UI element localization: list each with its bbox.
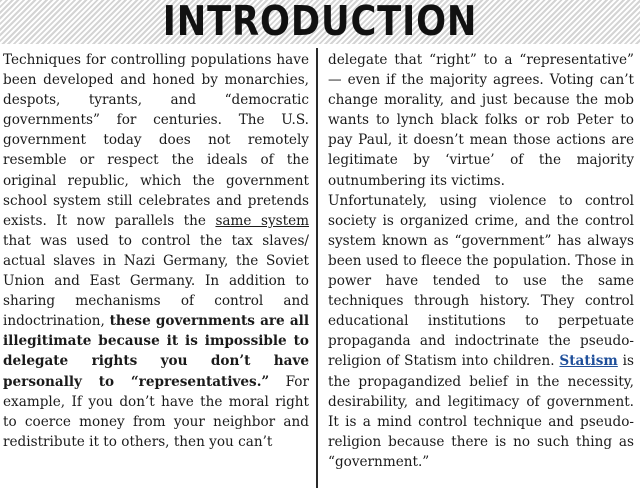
header-banner (0, 0, 640, 44)
column-divider (316, 48, 318, 488)
right-column (328, 50, 634, 472)
paragraph (328, 191, 634, 472)
bold-statement: these governments are all illegitimate because it is impossible to delegate rights you don’t have personally to “representatives.” (3, 313, 309, 390)
same-system-link[interactable]: same system (215, 212, 309, 229)
left-column (3, 50, 309, 452)
paragraph: delegate that “right” to a “representative” — even if the majority agrees. Voting can’t change morality, and just because the mob wants to lynch black folks or rob Peter to pay Paul, it doesn’t mean those actions are legitimate by ‘virtue’ of the majority outnumbering its victims. (328, 52, 634, 189)
paragraph (3, 50, 309, 452)
text-run: For example, If you don’t have the moral right to coerce money from your neighbor and redistribute it to others, then you can’t (3, 373, 309, 450)
page-title: INTRODUCTION (162, 0, 478, 45)
text-run: Techniques for controlling populations have been developed and honed by monarchies, despots, tyrants, and “democratic governments” for centuries. The U.S. government today does not remotely resemble or respect the ideals of the original republic, which the government school system still celebrates and pretends exists. It now parallels the (3, 52, 309, 229)
text-run: is the propagandized belief in the necessity, desirability, and legitimacy of government. It is a mind control technique and pseudo-religion because there is no such thing as “government.” (328, 353, 634, 470)
text-run: that was used to control the tax slaves/ actual slaves in Nazi Germany, the Soviet Union and East Germany. In addition to sharing mechanisms of control and indoctrination, (3, 232, 309, 330)
statism-link[interactable]: Statism (559, 353, 618, 370)
text-run: Unfortunately, using violence to control society is organized crime, and the control system known as “government” has always been used to fleece the population. Those in power have tended to use the same techniques through history. They control educational institutions to perpetuate propaganda and indoctrinate the pseudo-religion of Statism into children. (328, 192, 634, 370)
